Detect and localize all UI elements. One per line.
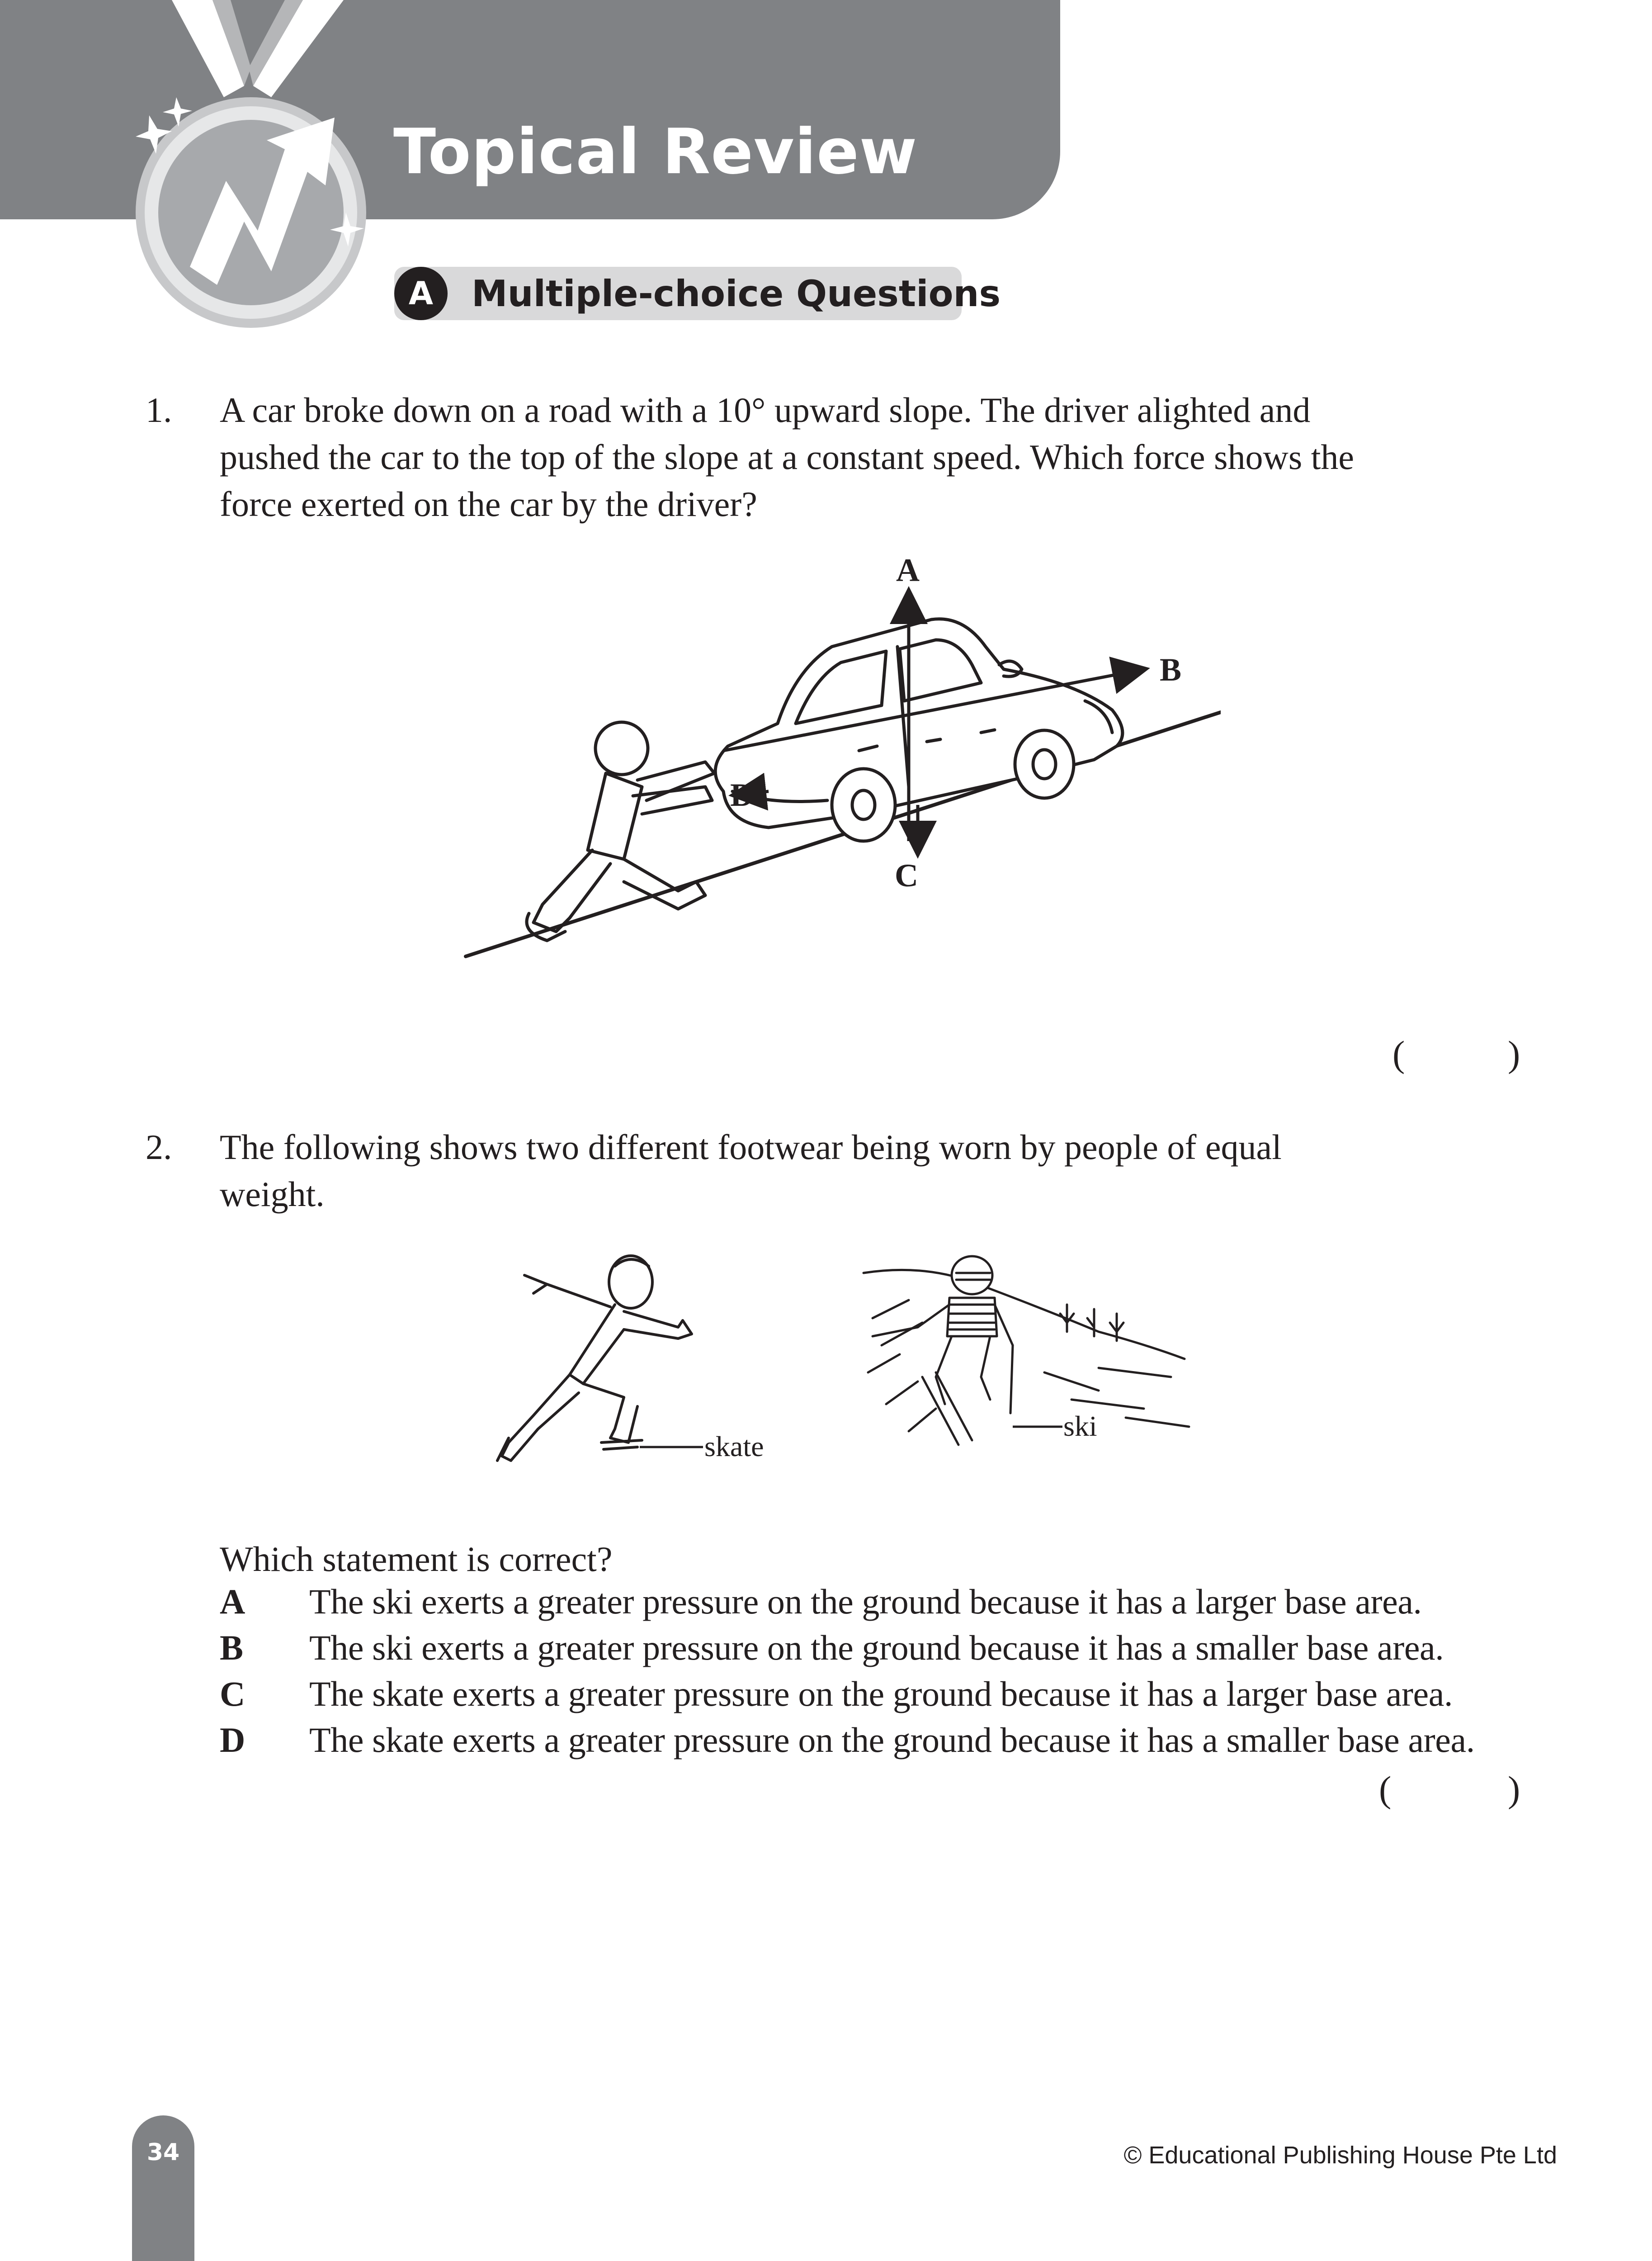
car-on-slope-figure	[452, 534, 1221, 986]
skate-label: skate	[704, 1430, 764, 1462]
option-d-text: The skate exerts a greater pressure on the ground because it has a smaller base area.	[309, 1720, 1475, 1760]
question-1-answer-open: (	[1392, 1033, 1405, 1074]
option-d-letter: D	[220, 1720, 245, 1760]
force-label-d: D	[730, 777, 754, 813]
question-2-answer-close: )	[1508, 1769, 1520, 1810]
question-2-prompt: Which statement is correct?	[220, 1539, 613, 1579]
question-2-text	[220, 1124, 1544, 1218]
option-c-letter: C	[220, 1674, 245, 1713]
question-2-number: 2.	[146, 1127, 172, 1167]
option-b-letter: B	[220, 1628, 244, 1667]
page-title: Topical Review	[393, 115, 918, 188]
question-2-line-1: The following shows two different footwear being worn by people of equal	[220, 1127, 1282, 1167]
question-2-line-2: weight.	[220, 1174, 325, 1214]
option-a-letter: A	[220, 1582, 245, 1621]
ski-label: ski	[1063, 1410, 1097, 1442]
option-c-text: The skate exerts a greater pressure on the ground because it has a larger base area.	[309, 1674, 1453, 1713]
section-badge: A	[394, 267, 448, 320]
force-label-c: C	[895, 857, 918, 894]
section-label: Multiple-choice Questions	[472, 273, 1001, 315]
page-number: 34	[146, 2139, 180, 2166]
skater-figure	[466, 1248, 782, 1483]
skier-figure	[854, 1255, 1198, 1463]
force-label-b: B	[1160, 652, 1182, 688]
copyright-notice: © Educational Publishing House Pte Ltd	[1123, 2142, 1557, 2169]
question-1-line-3: force exerted on the car by the driver?	[220, 484, 757, 524]
option-b-text: The ski exerts a greater pressure on the ground because it has a smaller base area.	[309, 1628, 1444, 1667]
question-1-number: 1.	[146, 390, 172, 430]
question-1-line-1: A car broke down on a road with a 10° upward slope. The driver alighted and	[220, 390, 1311, 430]
question-1-answer-close: )	[1508, 1033, 1520, 1074]
question-1-text	[220, 387, 1544, 528]
medal-logo-icon	[122, 0, 375, 344]
question-2-answer-open: (	[1379, 1769, 1392, 1810]
option-a-text: The ski exerts a greater pressure on the ground because it has a larger base area.	[309, 1582, 1422, 1621]
force-label-a: A	[896, 552, 920, 588]
page-number-tab	[132, 2115, 194, 2261]
question-1-line-2: pushed the car to the top of the slope at a constant speed. Which force shows the	[220, 437, 1354, 477]
